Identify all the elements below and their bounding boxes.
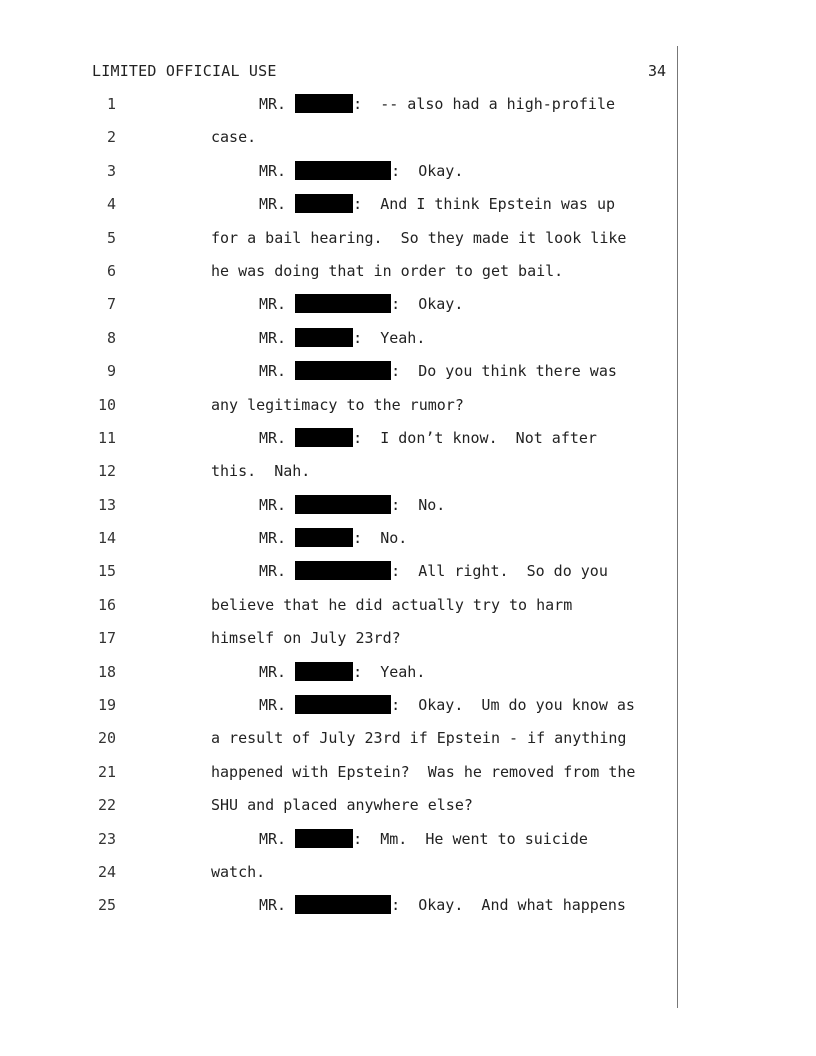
- speaker-turn: [259, 294, 463, 314]
- transcript-line: [0, 895, 680, 928]
- redaction-block: [295, 361, 391, 380]
- transcript-line: [0, 762, 680, 795]
- transcript-line: [0, 161, 680, 194]
- line-text: : Okay.: [391, 161, 464, 180]
- line-number: 8: [106, 328, 116, 347]
- line-number: 4: [106, 195, 116, 214]
- transcript-line: [0, 228, 680, 261]
- speaker-title: MR.: [259, 662, 287, 681]
- speaker-title: MR.: [259, 896, 287, 915]
- line-text: believe that he did actually try to harm: [211, 595, 573, 614]
- transcript-line: [0, 561, 680, 594]
- line-text: : No.: [391, 495, 446, 514]
- transcript-line: [0, 428, 680, 461]
- transcript-line: [0, 127, 680, 160]
- speaker-title: MR.: [259, 328, 287, 347]
- speaker-title: MR.: [259, 95, 287, 113]
- line-number: 2: [106, 128, 116, 147]
- speaker-turn: [259, 194, 615, 214]
- line-number: 15: [97, 562, 116, 581]
- transcript-line: [0, 695, 680, 728]
- line-number: 12: [97, 462, 116, 481]
- transcript-line: [0, 395, 680, 428]
- speaker-turn: [259, 495, 445, 515]
- continuation-text: [211, 395, 464, 415]
- line-text: a result of July 23rd if Epstein - if anything: [211, 729, 627, 748]
- speaker-title: MR.: [259, 529, 287, 548]
- line-number: 22: [97, 796, 116, 815]
- line-number: 16: [97, 595, 116, 614]
- line-number: 1: [106, 95, 116, 113]
- speaker-title: MR.: [259, 495, 287, 514]
- speaker-turn: [259, 561, 608, 581]
- redaction-block: [295, 561, 391, 580]
- line-number: 5: [106, 228, 116, 247]
- line-text: : Okay. And what happens: [391, 896, 626, 915]
- page-number: 34: [648, 62, 667, 80]
- redaction-block: [295, 161, 391, 180]
- speaker-turn: [259, 328, 425, 348]
- line-text: this. Nah.: [211, 462, 311, 481]
- classification-label: LIMITED OFFICIAL USE: [92, 62, 277, 80]
- redaction-block: [295, 528, 353, 547]
- line-number: 18: [97, 662, 116, 681]
- redaction-block: [295, 829, 353, 848]
- transcript-line: [0, 728, 680, 761]
- line-text: : Yeah.: [353, 662, 426, 681]
- line-text: : All right. So do you: [391, 562, 608, 581]
- continuation-text: [211, 461, 310, 481]
- line-text: happened with Epstein? Was he removed from the: [211, 762, 636, 781]
- speaker-turn: [259, 662, 425, 682]
- line-text: for a bail hearing. So they made it look like: [211, 228, 627, 247]
- redaction-block: [295, 94, 353, 113]
- transcript-line: [0, 528, 680, 561]
- transcript-line: [0, 194, 680, 227]
- line-text: watch.: [211, 862, 266, 881]
- line-text: : -- also had a high-profile: [353, 95, 616, 113]
- continuation-text: [211, 862, 265, 882]
- line-number: 6: [106, 261, 116, 280]
- line-number: 13: [97, 495, 116, 514]
- speaker-turn: [259, 528, 407, 548]
- line-text: : Do you think there was: [391, 362, 617, 381]
- line-number: 9: [106, 362, 116, 381]
- continuation-text: [211, 228, 626, 248]
- redaction-block: [295, 294, 391, 313]
- continuation-text: [211, 795, 473, 815]
- transcript-line: [0, 795, 680, 828]
- transcript-line: [0, 628, 680, 661]
- line-number: 17: [97, 629, 116, 648]
- line-number: 14: [97, 529, 116, 548]
- redaction-block: [295, 428, 353, 447]
- speaker-turn: [259, 829, 588, 849]
- transcript-body: [0, 94, 680, 929]
- transcript-line: [0, 94, 680, 127]
- speaker-title: MR.: [259, 362, 287, 381]
- redaction-block: [295, 662, 353, 681]
- speaker-title: MR.: [259, 829, 287, 848]
- line-text: case.: [211, 128, 257, 147]
- transcript-line: [0, 862, 680, 895]
- line-number: 20: [97, 729, 116, 748]
- line-text: : Okay. Um do you know as: [391, 696, 635, 715]
- continuation-text: [211, 261, 563, 281]
- line-text: : Mm. He went to suicide: [353, 829, 588, 848]
- speaker-title: MR.: [259, 696, 287, 715]
- continuation-text: [211, 762, 635, 782]
- speaker-title: MR.: [259, 562, 287, 581]
- speaker-title: MR.: [259, 161, 287, 180]
- transcript-line: [0, 294, 680, 327]
- speaker-turn: [259, 161, 463, 181]
- speaker-turn: [259, 94, 615, 114]
- continuation-text: [211, 728, 626, 748]
- line-text: : No.: [353, 529, 408, 548]
- speaker-title: MR.: [259, 195, 287, 214]
- speaker-turn: [259, 695, 635, 715]
- line-text: he was doing that in order to get bail.: [211, 261, 564, 280]
- redaction-block: [295, 194, 353, 213]
- line-number: 24: [97, 862, 116, 881]
- speaker-title: MR.: [259, 428, 287, 447]
- line-text: : Okay.: [391, 295, 464, 314]
- continuation-text: [211, 628, 401, 648]
- transcript-line: [0, 461, 680, 494]
- redaction-block: [295, 695, 391, 714]
- redaction-block: [295, 895, 391, 914]
- line-number: 7: [106, 295, 116, 314]
- line-text: : Yeah.: [353, 328, 426, 347]
- transcript-line: [0, 261, 680, 294]
- line-number: 10: [97, 395, 116, 414]
- line-text: : I don’t know. Not after: [353, 428, 597, 447]
- line-number: 21: [97, 762, 116, 781]
- redaction-block: [295, 495, 391, 514]
- transcript-line: [0, 495, 680, 528]
- speaker-title: MR.: [259, 295, 287, 314]
- redaction-block: [295, 328, 353, 347]
- transcript-line: [0, 829, 680, 862]
- transcript-line: [0, 361, 680, 394]
- transcript-line: [0, 662, 680, 695]
- continuation-text: [211, 595, 572, 615]
- transcript-line: [0, 328, 680, 361]
- line-text: SHU and placed anywhere else?: [211, 796, 473, 815]
- line-number: 3: [106, 161, 116, 180]
- speaker-turn: [259, 361, 617, 381]
- line-text: any legitimacy to the rumor?: [211, 395, 464, 414]
- line-number: 19: [97, 696, 116, 715]
- line-number: 11: [97, 428, 116, 447]
- transcript-line: [0, 595, 680, 628]
- line-number: 25: [97, 896, 116, 915]
- line-text: : And I think Epstein was up: [353, 195, 616, 214]
- speaker-turn: [259, 428, 597, 448]
- continuation-text: [211, 127, 256, 147]
- speaker-turn: [259, 895, 626, 915]
- line-number: 23: [97, 829, 116, 848]
- line-text: himself on July 23rd?: [211, 629, 401, 648]
